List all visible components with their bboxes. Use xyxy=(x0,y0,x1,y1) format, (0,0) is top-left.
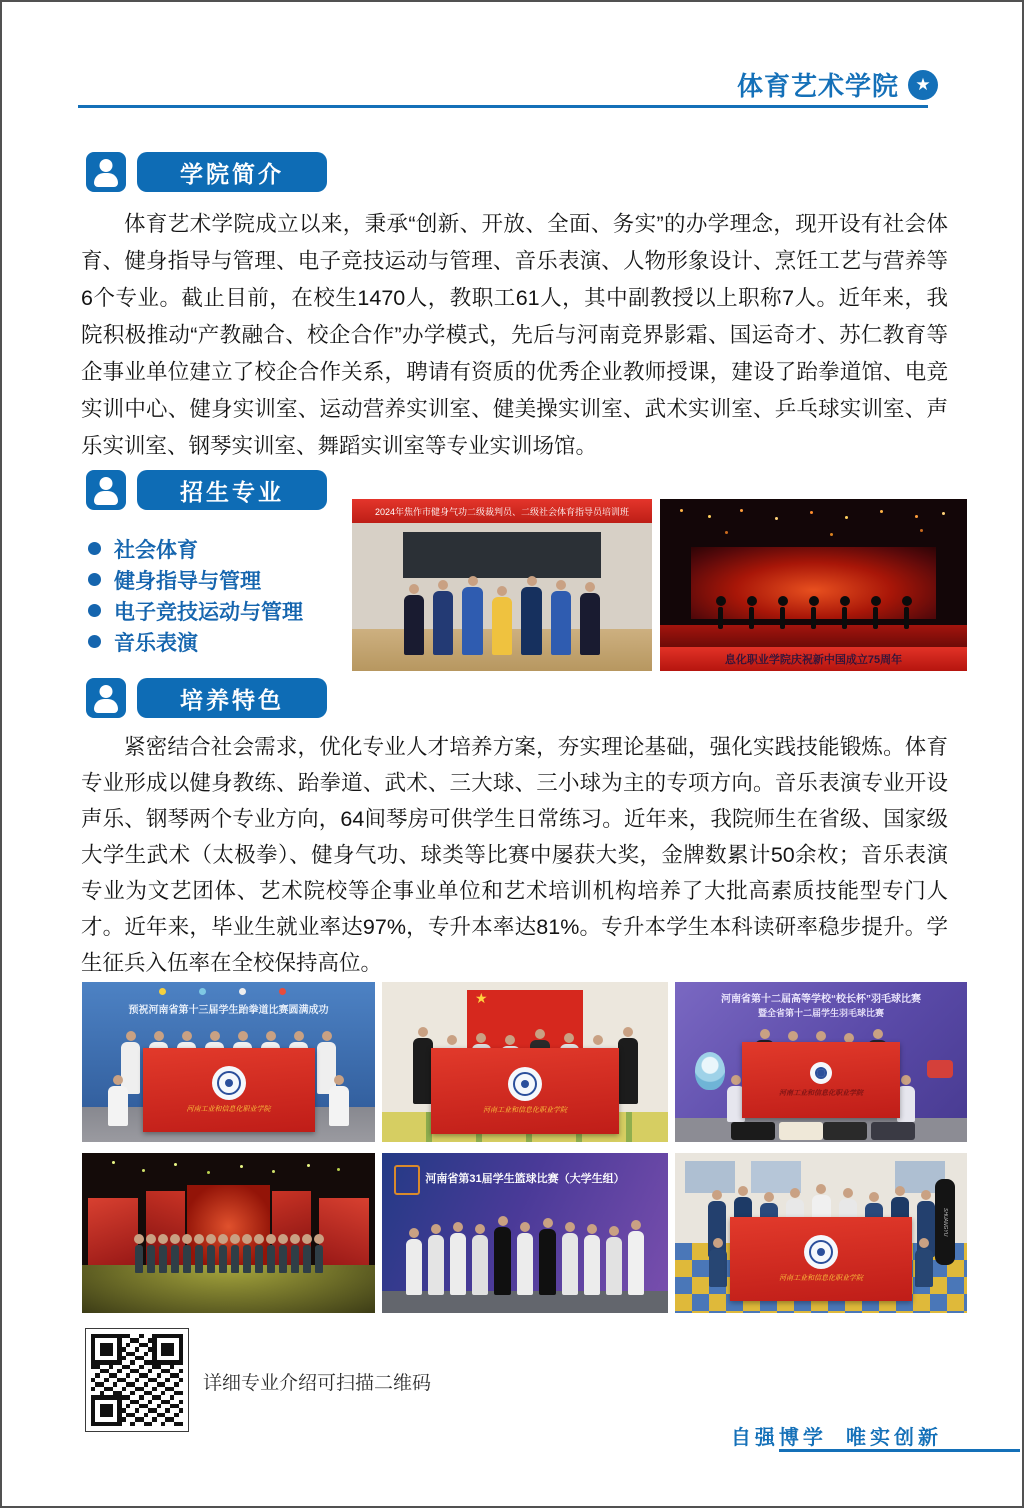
bullet-icon xyxy=(88,573,101,586)
sponsor-logos xyxy=(159,988,166,995)
major-label: 社会体育 xyxy=(114,538,198,562)
person-figure xyxy=(406,1239,422,1295)
person-figure xyxy=(628,1231,644,1295)
person-figure xyxy=(291,1245,299,1273)
dancer-figures xyxy=(660,607,967,629)
major-item xyxy=(88,564,303,595)
person-figure xyxy=(718,607,723,629)
photo-banner: 息化职业学院庆祝新中国成立75周年 xyxy=(660,647,967,671)
major-item xyxy=(88,533,303,564)
section-header-features xyxy=(86,678,327,718)
college-name: 体育艺术学院 xyxy=(736,71,899,101)
person-icon xyxy=(86,678,126,718)
photo-banner-line1: 河南省第十二届高等学校“校长杯”羽毛球比赛 xyxy=(721,993,921,1004)
qr-caption: 详细专业介绍可扫描二维码 xyxy=(203,1373,432,1394)
photo-banner: 河南省第31届学生篮球比赛（大学生组） xyxy=(425,1173,625,1185)
person-figure xyxy=(219,1245,227,1273)
flag-text: 河南工业和信息化职业学院 xyxy=(779,1275,863,1282)
bullet-icon xyxy=(88,542,101,555)
photo-taekwondo-team xyxy=(82,982,375,1142)
person-figure xyxy=(243,1245,251,1273)
major-label: 电子竞技运动与管理 xyxy=(114,600,303,624)
person-figure xyxy=(195,1245,203,1273)
person-figure xyxy=(159,1245,167,1273)
stage-lights xyxy=(680,509,683,512)
person-figure xyxy=(521,587,542,655)
person-figure xyxy=(606,1237,622,1295)
photo-team-china-flag xyxy=(382,982,668,1142)
section-header-intro xyxy=(86,152,327,192)
equipment-bags xyxy=(731,1122,775,1140)
photo-basketball-team xyxy=(382,1153,668,1313)
person-figure xyxy=(315,1245,323,1273)
stage-lights xyxy=(112,1161,115,1164)
china-flag-icon: ★ xyxy=(467,990,583,1052)
college-logo xyxy=(810,1062,832,1084)
college-flag xyxy=(431,1048,619,1134)
qr-code xyxy=(85,1328,189,1432)
person-figure xyxy=(904,607,909,629)
person-figure xyxy=(171,1245,179,1273)
people-figures xyxy=(382,1227,668,1295)
photo-banner: 预祝河南省第十三届学生跆拳道比赛圆满成功 xyxy=(128,1004,329,1016)
star-icon: ★ xyxy=(908,70,938,100)
photo-choir-performance xyxy=(82,1153,375,1313)
person-figure xyxy=(492,597,512,655)
windows xyxy=(685,1161,735,1193)
person-figure xyxy=(303,1245,311,1273)
person-figure xyxy=(207,1245,215,1273)
bullet-icon xyxy=(88,604,101,617)
person-figure xyxy=(450,1233,466,1295)
college-flag xyxy=(143,1048,315,1132)
major-item xyxy=(88,595,303,626)
person-figure xyxy=(584,1235,600,1295)
person-figure xyxy=(267,1245,275,1273)
person-figure xyxy=(873,607,878,629)
person-figure xyxy=(915,1249,933,1287)
person-figure xyxy=(413,1038,433,1104)
photo-wushu-training xyxy=(352,499,652,671)
footer-divider xyxy=(779,1449,1020,1452)
photo-banner-line2: 暨全省第十二届学生羽毛球比赛 xyxy=(757,1008,884,1018)
header-divider xyxy=(78,105,928,108)
person-figure xyxy=(147,1245,155,1273)
photo-banner: 2024年焦作市健身气功二级裁判员、二级社会体育指导员培训班 xyxy=(352,499,652,523)
people-figures xyxy=(352,587,652,655)
features-paragraph: 紧密结合社会需求，优化专业人才培养方案，夯实理论基础，强化实践技能锻炼。体育专业形成以健身教练、跆拳道、武术、三大球、三小球为主的专项方向。音乐表演专业开设声乐、钢琴两个专业方向，64间琴房可供学生日常练习。近年来，我院师生在省级、国家级大学生武术（太极拳）、健身气功、球类等比赛中屡获大奖，金牌数累计50余枚；音乐表演专业为文艺团体、艺术院校等企事业单位和艺术培训机构培养了大批高素质技能型专门人才。近年来，毕业生就业率达97%，专升本率达81%。专升本学生本科读研率稳步提升。学生征兵入伍率在全校保持高位。 xyxy=(81,735,948,975)
person-figure xyxy=(551,591,571,655)
college-flag xyxy=(742,1042,900,1118)
person-figure xyxy=(462,587,483,655)
person-figure xyxy=(539,1229,556,1295)
person-figure xyxy=(472,1235,488,1295)
person-figure xyxy=(562,1233,578,1295)
person-figure xyxy=(279,1245,287,1273)
college-logo xyxy=(508,1067,542,1101)
punching-bag: SHUANGYU xyxy=(935,1179,955,1265)
section-title-features: 培养特色 xyxy=(137,678,327,718)
bullet-icon xyxy=(88,635,101,648)
person-figure xyxy=(494,1227,511,1295)
person-figure xyxy=(329,1086,349,1126)
section-title-intro: 学院简介 xyxy=(137,152,327,192)
majors-list xyxy=(88,533,303,657)
scoreboard xyxy=(403,532,601,578)
person-figure xyxy=(517,1233,533,1295)
major-item xyxy=(88,626,303,657)
person-figure xyxy=(780,607,785,629)
person-figure xyxy=(255,1245,263,1273)
major-label: 健身指导与管理 xyxy=(114,569,261,593)
flag-text: 河南工业和信息化职业学院 xyxy=(483,1107,567,1114)
college-logo xyxy=(804,1235,838,1269)
person-figure xyxy=(231,1245,239,1273)
person-figure xyxy=(709,1249,727,1287)
section-header-majors xyxy=(86,470,327,510)
photo-martial-arts-room xyxy=(675,1153,967,1313)
intro-paragraph: 体育艺术学院成立以来，秉承“创新、开放、全面、务实”的办学理念，现开设有社会体育、健身指导与管理、电子竞技运动与管理、音乐表演、人物形象设计、烹饪工艺与营养等6个专业。截止目前，在校生1470人，教职工61人，其中副教授以上职称7人。近年来，我院积极推动“产教融合、校企合作”办学模式，先后与河南竞界影霜、国运奇才、苏仁教育等企事业单位建立了校企合作关系，聘请有资质的优秀企业教师授课，建设了跆拳道馆、电竞实训中心、健身实训室、运动营养实训室、健美操实训室、武术实训室、乒乓球实训室、声乐实训室、钢琴实训室、舞蹈实训室等专业实训场馆。 xyxy=(81,212,948,458)
flag-text: 河南工业和信息化职业学院 xyxy=(779,1090,863,1097)
flag-text: 河南工业和信息化职业学院 xyxy=(186,1106,271,1113)
person-figure xyxy=(618,1038,638,1104)
person-figure xyxy=(749,607,754,629)
person-figure xyxy=(183,1245,191,1273)
person-figure xyxy=(428,1235,444,1295)
college-flag xyxy=(730,1217,912,1301)
person-figure xyxy=(135,1245,143,1273)
person-figure xyxy=(580,593,600,655)
major-label: 音乐表演 xyxy=(114,631,198,655)
college-logo xyxy=(212,1066,246,1100)
photo-badminton-team xyxy=(675,982,967,1142)
section-title-majors: 招生专业 xyxy=(137,470,327,510)
photo-stage-performance xyxy=(660,499,967,671)
footer-motto: 自强博学 唯实创新 xyxy=(730,1427,942,1449)
person-figure xyxy=(811,607,816,629)
person-figure xyxy=(842,607,847,629)
person-figure xyxy=(108,1086,128,1126)
page-header xyxy=(737,66,938,103)
person-icon xyxy=(86,470,126,510)
choir-figures xyxy=(82,1245,375,1273)
person-figure xyxy=(404,595,424,655)
person-icon xyxy=(86,152,126,192)
person-figure xyxy=(433,591,453,655)
